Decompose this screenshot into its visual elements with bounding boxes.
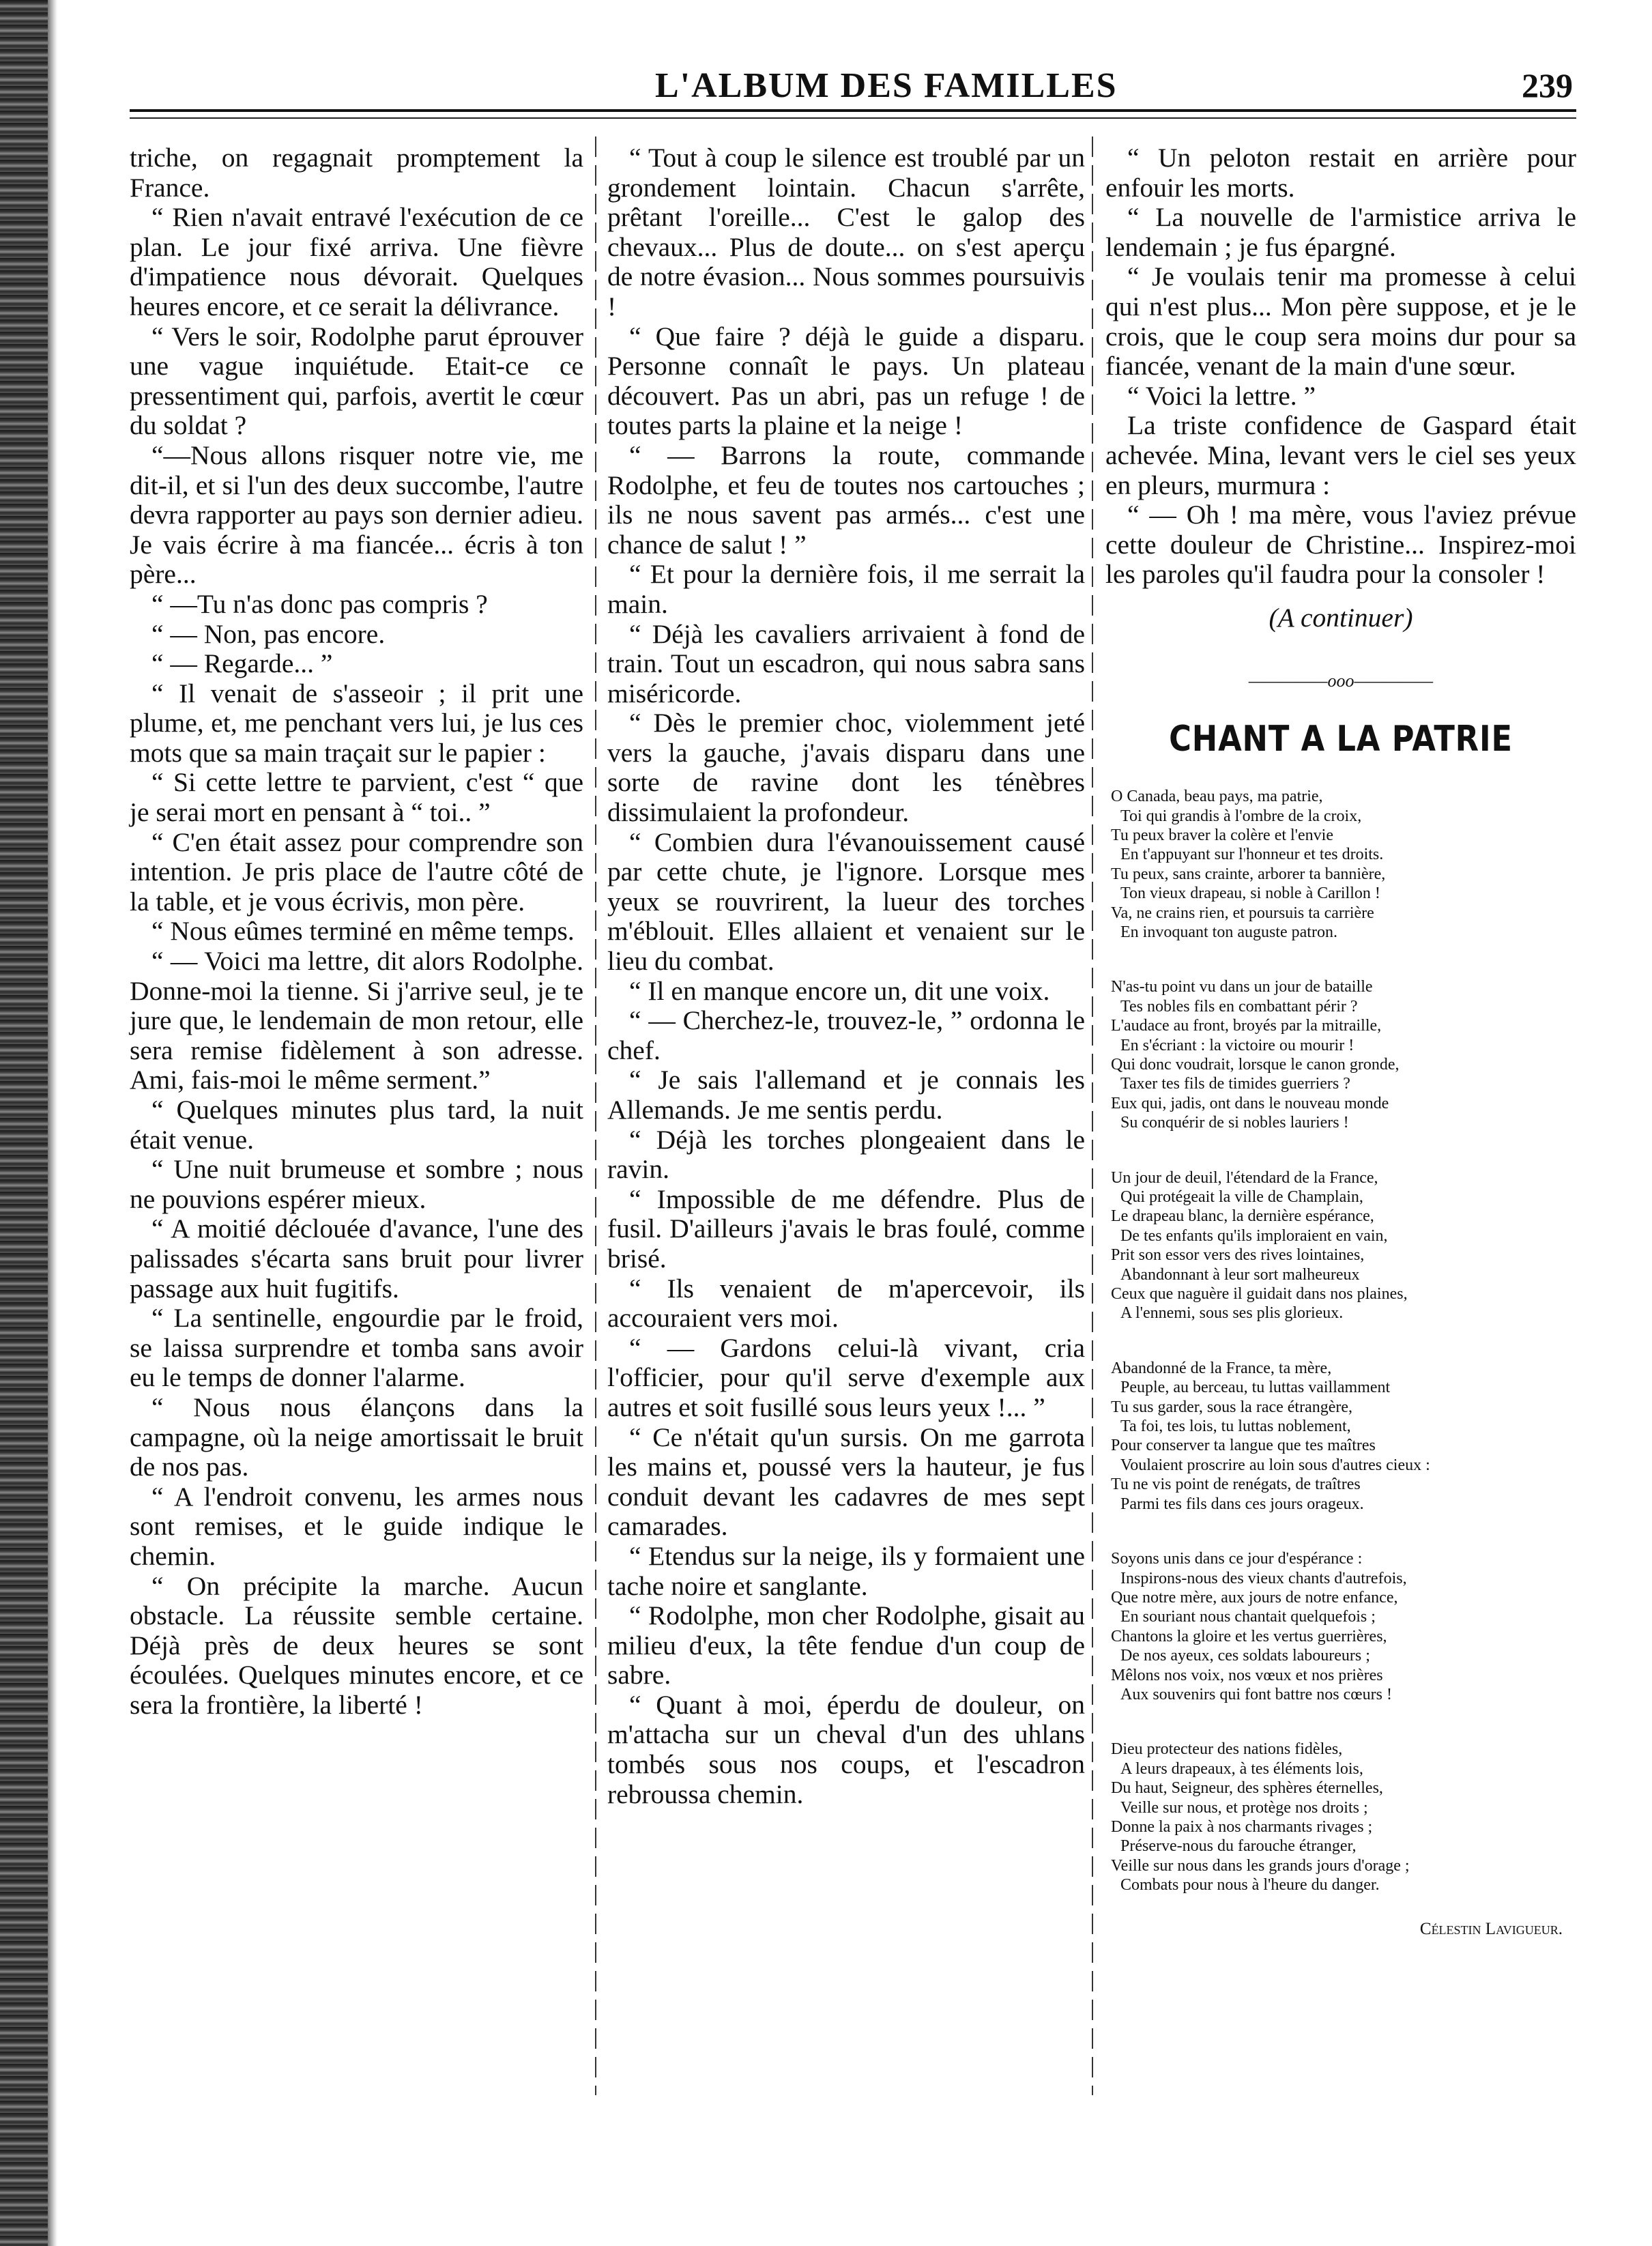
poem-line: Tu ne vis point de renégats, de traîtres: [1111, 1475, 1361, 1494]
header-rule: [130, 109, 1576, 112]
poem-line: Que notre mère, aux jours de notre enfance,: [1111, 1588, 1398, 1607]
poem-line: Ceux que naguère il guidait dans nos plaines,: [1111, 1285, 1408, 1304]
poem-line: Taxer tes fils de timides guerriers ?: [1120, 1075, 1350, 1093]
header-title: L'ALBUM DES FAMILLES: [655, 66, 1118, 105]
paragraph: “ Etendus sur la neige, ils y formaient une tache noire et sanglante.: [607, 1540, 1085, 1601]
poem-line: En souriant nous chantait quelquefois ;: [1120, 1608, 1376, 1626]
poem-line: Va, ne crains rien, et poursuis ta carrière: [1111, 904, 1374, 922]
page-binding-edge: [0, 0, 48, 2246]
poem-line: Eux qui, jadis, ont dans le nouveau monde: [1111, 1094, 1389, 1112]
poem-line: Su conquérir de si nobles lauriers !: [1120, 1114, 1349, 1132]
poem-line: Voulaient proscrire au loin sous d'autres cieux :: [1120, 1456, 1430, 1474]
paragraph: “ Un peloton restait en arrière pour enfouir les morts.: [1105, 143, 1576, 203]
poem-line: Chantons la gloire et les vertus guerrières,: [1111, 1627, 1387, 1645]
paragraph: “—Nous allons risquer notre vie, me dit-il, et si l'un des deux succombe, l'autre devra rapporter au pays son dernier adieu. Je vais écrire à ma fiancée... écris à ton père...: [130, 440, 583, 590]
paragraph: “ Ils venaient de m'apercevoir, ils accouraient vers moi.: [607, 1273, 1085, 1334]
poem-line: Pour conserver ta langue que tes maîtres: [1111, 1437, 1376, 1455]
poem-line: A leurs drapeaux, à tes éléments lois,: [1120, 1759, 1363, 1778]
paragraph: “ Que faire ? déjà le guide a disparu. Personne connaît le pays. Un plateau découvert. Pas un abri, pas un refuge ! de toutes parts la plaine et la neige !: [607, 321, 1085, 441]
poem-line: Peuple, au berceau, tu luttas vaillamment: [1120, 1379, 1391, 1397]
paragraph: “ Quelques minutes plus tard, la nuit était venue.: [130, 1095, 583, 1155]
poem-line: Combats pour nous à l'heure du danger.: [1120, 1876, 1380, 1895]
poem-stanza: [1105, 1168, 1576, 1323]
poem-stanza: [1105, 977, 1576, 1132]
header-rule-thin: [130, 117, 1576, 119]
poem-line: Du haut, Seigneur, des sphères éternelles,: [1111, 1779, 1383, 1798]
poem-line: Abandonnant à leur sort malheureux: [1120, 1265, 1360, 1284]
paragraph: “ — Non, pas encore.: [151, 618, 386, 649]
poem-line: Abandonné de la France, ta mère,: [1111, 1359, 1332, 1377]
poem-line: Soyons unis dans ce jour d'espérance :: [1111, 1550, 1363, 1568]
poem-line: Tu peux braver la colère et l'envie: [1111, 826, 1333, 844]
paragraph: “ Je voulais tenir ma promesse à celui qui n'est plus... Mon père suppose, et je le crois, que le coup sera moins dur pour sa fiancée, venant de la main d'une sœur.: [1105, 261, 1576, 381]
paragraph: “ —Tu n'as donc pas compris ?: [151, 588, 488, 619]
poem-stanza: [1105, 1359, 1576, 1514]
poem-line: Dieu protecteur des nations fidèles,: [1111, 1740, 1343, 1759]
paragraph: “ Rien n'avait entravé l'exécution de ce plan. Le jour fixé arriva. Une fièvre d'impatience nous dévorait. Quelques heures encore, et ce serait la délivrance.: [130, 202, 583, 321]
paragraph: “ Je sais l'allemand et je connais les Allemands. Je me sentis perdu.: [607, 1065, 1085, 1125]
poem-line: Tu peux, sans crainte, arborer ta bannière,: [1111, 865, 1386, 883]
page-binding-shadow: [48, 0, 57, 2246]
paragraph: “ — Cherchez-le, trouvez-le, ” ordonna le chef.: [607, 1005, 1085, 1065]
poem-line: Donne la paix à nos charmants rivages ;: [1111, 1817, 1373, 1836]
poem-stanza: [1105, 787, 1576, 942]
paragraph: “ Si cette lettre te parvient, c'est “ que je serai mort en pensant à “ toi.. ”: [130, 767, 583, 828]
poem-line: Ta foi, tes lois, tu luttas noblement,: [1120, 1417, 1351, 1436]
paragraph: “ Dès le premier choc, violemment jeté vers la gauche, j'avais disparu dans une sorte de ravine dont les ténèbres dissimulaient la profondeur.: [607, 708, 1085, 828]
column-divider: [595, 136, 596, 2095]
paragraph: “ Ce n'était qu'un sursis. On me garrota les mains et, poussé vers la hauteur, je fus conduit devant les cadavres de mes sept camarades.: [607, 1422, 1085, 1542]
paragraph: triche, on regagnait promptement la France.: [130, 143, 583, 203]
paragraph: “ Déjà les cavaliers arrivaient à fond de train. Tout un escadron, qui nous sabra sans miséricorde.: [607, 618, 1085, 708]
poem-line: Aux souvenirs qui font battre nos cœurs !: [1120, 1685, 1392, 1703]
column-divider: [1092, 136, 1093, 2095]
poem-line: Toi qui grandis à l'ombre de la croix,: [1120, 807, 1362, 825]
poem-line: O Canada, beau pays, ma patrie,: [1111, 788, 1323, 806]
poem-line: Un jour de deuil, l'étendard de la France,: [1111, 1168, 1378, 1187]
paragraph: “ Nous eûmes terminé en même temps.: [151, 916, 575, 947]
poem-stanza: [1105, 1549, 1576, 1704]
paragraph: “ Il en manque encore un, dit une voix.: [629, 975, 1050, 1006]
paragraph: “ A moitié déclouée d'avance, l'une des palissades s'écarta sans bruit pour livrer passage aux huit fugitifs.: [130, 1213, 583, 1304]
paragraph: “ — Oh ! ma mère, vous l'aviez prévue cette douleur de Christine... Inspirez-moi les paroles qu'il faudra pour la consoler !: [1105, 500, 1576, 590]
song-title: CHANT A LA PATRIE: [1169, 719, 1513, 760]
poem-line: En t'appuyant sur l'honneur et tes droits.: [1120, 846, 1384, 864]
text-column-right: [1105, 143, 1576, 1944]
paragraph: “ — Regarde... ”: [151, 648, 333, 679]
paragraph: “ Rodolphe, mon cher Rodolphe, gisait au milieu d'eux, la tête fendue d'un coup de sabre.: [607, 1600, 1085, 1690]
poem-line: En invoquant ton auguste patron.: [1120, 923, 1337, 941]
poem-line: L'audace au front, broyés par la mitraille,: [1111, 1017, 1382, 1035]
poem-line: Qui donc voudrait, lorsque le canon gronde,: [1111, 1055, 1400, 1074]
poem-stanza: [1105, 1740, 1576, 1895]
poem-line: Prit son essor vers des rives lointaines,: [1111, 1246, 1365, 1265]
paragraph: La triste confidence de Gaspard était achevée. Mina, levant vers le ciel ses yeux en pleurs, murmura :: [1105, 410, 1576, 500]
paragraph: “ C'en était assez pour comprendre son intention. Je pris place de l'autre côté de la table, et je vous écrivis, mon père.: [130, 826, 583, 917]
poem-line: Tu sus garder, sous la race étrangère,: [1111, 1398, 1353, 1416]
continued-note: (A continuer): [1269, 602, 1413, 633]
poem-line: Veille sur nous, et protège nos droits ;: [1120, 1798, 1368, 1817]
poem-line: Préserve-nous du farouche étranger,: [1120, 1837, 1357, 1856]
story-paragraphs: [1105, 143, 1576, 590]
poem-line: De tes enfants qu'ils imploraient en vain,: [1120, 1226, 1388, 1245]
page-number: 239: [1522, 66, 1573, 104]
poem-line: Le drapeau blanc, la dernière espérance,: [1111, 1207, 1374, 1226]
paragraph: “ — Gardons celui-là vivant, cria l'officier, pour qu'il serve d'exemple aux autres et soit fusillé sous leurs yeux !... ”: [607, 1332, 1085, 1422]
paragraph: “ Une nuit brumeuse et sombre ; nous ne pouvions espérer mieux.: [130, 1154, 583, 1214]
poem-line: A l'ennemi, sous ses plis glorieux.: [1120, 1304, 1344, 1323]
paragraph: “ Quant à moi, éperdu de douleur, on m'attacha sur un cheval d'un des uhlans tombés sous nos coups, et l'escadron rebroussa chemin.: [607, 1689, 1085, 1809]
paragraph: “ — Barrons la route, commande Rodolphe, et feu de toutes nos cartouches ; ils ne nous savent pas armés... c'est une chance de salut ! ”: [607, 440, 1085, 560]
paragraph: “ Voici la lettre. ”: [1127, 380, 1316, 411]
text-column-left: [130, 143, 583, 1720]
poem-line: N'as-tu point vu dans un jour de bataille: [1111, 978, 1373, 996]
paragraph: “ Tout à coup le silence est troublé par un grondement lointain. Chacun s'arrête, prêtant l'oreille... C'est le galop des chevaux... Plus de doute... on s'est aperçu de notre évasion... Nous sommes poursuivis !: [607, 143, 1085, 321]
section-separator: —————ooo—————: [1248, 670, 1434, 691]
paragraph: “ — Voici ma lettre, dit alors Rodolphe. Donne-moi la tienne. Si j'arrive seul, je te jure que, le lendemain de mon retour, elle sera remise fidèlement à son adresse. Ami, fais-moi le même serment.”: [130, 946, 583, 1095]
poem: [1105, 787, 1576, 1895]
poem-line: Tes nobles fils en combattant périr ?: [1120, 997, 1358, 1016]
paragraph: “ On précipite la marche. Aucun obstacle. La réussite semble certaine. Déjà près de deux heures se sont écoulées. Quelques minutes encore, et ce sera la frontière, la liberté !: [130, 1570, 583, 1720]
paragraph: “ Vers le soir, Rodolphe parut éprouver une vague inquiétude. Etait-ce ce pressentiment qui, parfois, avertit le cœur du soldat ?: [130, 321, 583, 441]
paragraph: “ La nouvelle de l'armistice arriva le lendemain ; je fus épargné.: [1105, 202, 1576, 262]
poem-line: De nos ayeux, ces soldats laboureurs ;: [1120, 1647, 1370, 1665]
poem-line: Qui protégeait la ville de Champlain,: [1120, 1188, 1363, 1206]
text-column-middle: [607, 143, 1085, 1809]
paragraph: “ Impossible de me défendre. Plus de fusil. D'ailleurs j'avais le bras foulé, comme brisé.: [607, 1183, 1085, 1273]
paragraph: “ A l'endroit convenu, les armes nous sont remises, et le guide indique le chemin.: [130, 1481, 583, 1571]
poem-signature: Célestin Lavigueur.: [1419, 1919, 1563, 1938]
paragraph: “ Nous nous élançons dans la campagne, où la neige amortissait le bruit de nos pas.: [130, 1392, 583, 1482]
poem-line: Parmi tes fils dans ces jours orageux.: [1120, 1495, 1364, 1513]
poem-line: En s'écriant : la victoire ou mourir !: [1120, 1036, 1354, 1054]
paragraph: “ Combien dura l'évanouissement causé par cette chute, je l'ignore. Lorsque mes yeux se rouvrirent, la lueur des torches m'éblouit. Elles allaient et venaient sur le lieu du combat.: [607, 826, 1085, 977]
paragraph: “ Déjà les torches plongeaient dans le ravin.: [607, 1124, 1085, 1185]
paragraph: “ Il venait de s'asseoir ; il prit une plume, et, me penchant vers lui, je lus ces mots que sa main traçait sur le papier :: [130, 678, 583, 768]
paragraph: “ Et pour la dernière fois, il me serrait la main.: [607, 559, 1085, 619]
paragraph: “ La sentinelle, engourdie par le froid, se laissa surprendre et tomba sans avoir eu le temps de donner l'alarme.: [130, 1303, 583, 1393]
poem-line: Inspirons-nous des vieux chants d'autrefois,: [1120, 1569, 1407, 1587]
poem-line: Ton vieux drapeau, si noble à Carillon !: [1120, 884, 1380, 903]
poem-line: Veille sur nous dans les grands jours d'orage ;: [1111, 1856, 1410, 1875]
poem-line: Mêlons nos voix, nos vœux et nos prières: [1111, 1666, 1383, 1684]
